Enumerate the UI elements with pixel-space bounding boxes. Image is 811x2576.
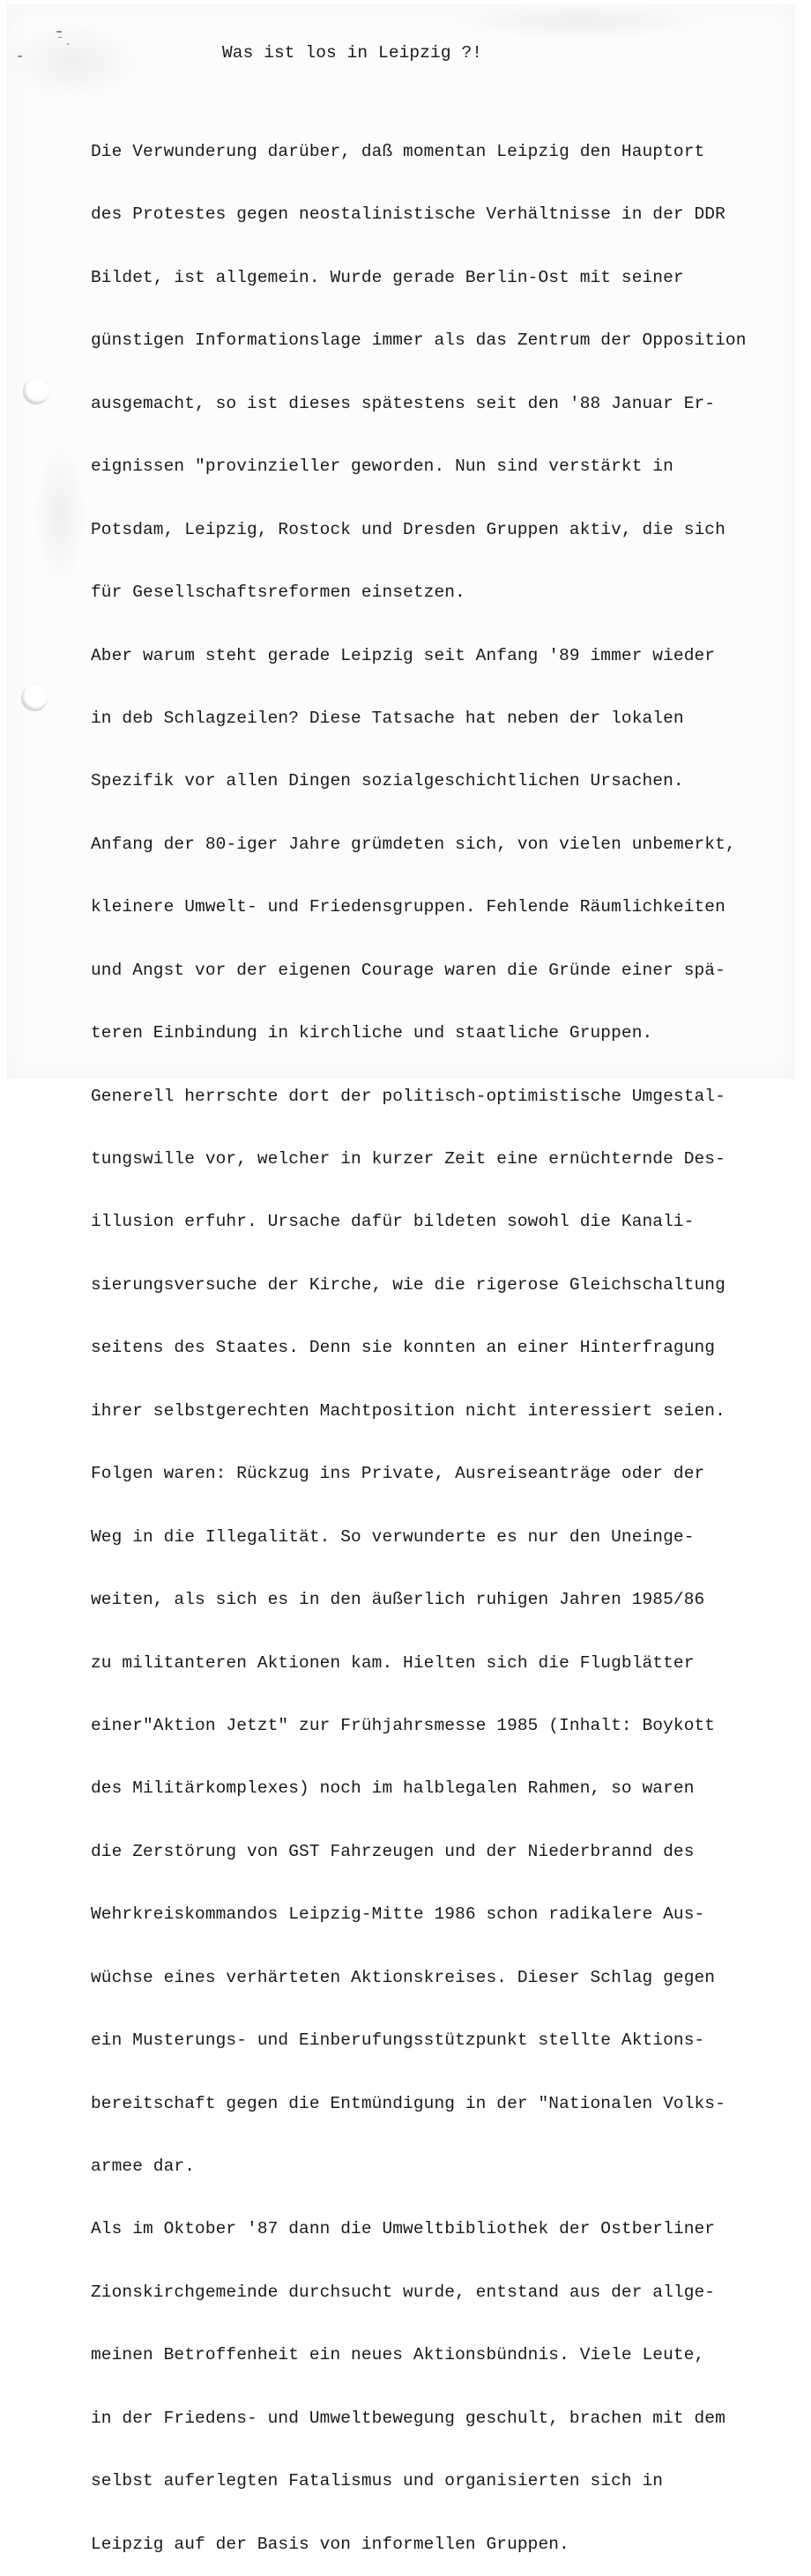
text-line: für Gesellschaftsreformen einsetzen.	[91, 583, 465, 603]
text-line: meinen Betroffenheit ein neues Aktionsbündnis. Viele Leute,	[91, 2345, 705, 2365]
text-line: seitens des Staates. Denn sie konnten an einer Hinterfragung	[91, 1338, 716, 1358]
text-line: Zionskirchgemeinde durchsucht wurde, entstand aus der allge-	[91, 2282, 716, 2302]
text-line: Als im Oktober '87 dann die Umweltbibliothek der Ostberliner	[91, 2219, 716, 2239]
text-line: Aber warum steht gerade Leipzig seit Anfang '89 immer wieder	[91, 645, 716, 665]
text-line: wüchse eines verhärteten Aktionskreises. Dieser Schlag gegen	[91, 1967, 716, 1987]
text-line: Wehrkreiskommandos Leipzig-Mitte 1986 schon radikalere Aus-	[91, 1904, 705, 1925]
text-line: des Protestes gegen neostalinistische Verhältnisse in der DDR	[91, 204, 725, 225]
text-line: in der Friedens- und Umweltbewegung geschult, brachen mit dem	[91, 2408, 725, 2428]
text-line: einer"Aktion Jetzt" zur Frühjahrsmesse 1985 (Inhalt: Boykott	[91, 1715, 716, 1735]
document-title: Was ist los in Leipzig ?!	[222, 43, 483, 63]
text-line: eignissen "provinzieller geworden. Nun sind verstärkt in	[91, 457, 673, 477]
text-line: ausgemacht, so ist dieses spätestens seit den '88 Januar Er-	[91, 393, 716, 413]
text-line: günstigen Informationslage immer als das Zentrum der Opposition	[91, 330, 747, 351]
text-line: Potsdam, Leipzig, Rostock und Dresden Gruppen aktiv, die sich	[91, 519, 725, 539]
text-line: in deb Schlagzeilen? Diese Tatsache hat neben der lokalen	[91, 708, 684, 728]
paper-smudge	[7, 22, 139, 101]
text-line: Leipzig auf der Basis von informellen Gruppen.	[91, 2534, 569, 2554]
text-line: Anfang der 80-iger Jahre grümdeten sich, von vielen unbemerkt,	[91, 834, 736, 854]
text-line: des Militärkomplexes) noch im halblegalen Rahmen, so waren	[91, 1778, 695, 1799]
text-line: Die Verwunderung darüber, daß momentan Leipzig den Hauptort	[91, 142, 705, 161]
text-line: Spezifik vor allen Dingen sozialgeschichtlichen Ursachen.	[91, 771, 684, 791]
punch-hole-upper	[23, 378, 49, 405]
text-line: bereitschaft gegen die Entmündigung in der "Nationalen Volks-	[91, 2093, 725, 2113]
document-body	[91, 101, 747, 2576]
text-line: und Angst vor der eigenen Courage waren die Gründe einer spä-	[91, 960, 725, 980]
text-line: teren Einbindung in kirchliche und staatliche Gruppen.	[91, 1023, 653, 1043]
text-line: illusion erfuhr. Ursache dafür bildeten sowohl die Kanali-	[91, 1212, 695, 1232]
text-line: Generell herrschte dort der politisch-optimistische Umgestal-	[91, 1086, 725, 1106]
text-line: armee dar.	[91, 2157, 196, 2176]
punch-hole-lower	[21, 685, 48, 711]
text-line: ein Musterungs- und Einberufungsstützpunkt stellte Aktions-	[91, 2030, 705, 2051]
text-line: ihrer selbstgerechten Machtposition nicht interessiert seien.	[91, 1400, 725, 1421]
text-line: Folgen waren: Rückzug ins Private, Ausreiseanträge oder der	[91, 1464, 705, 1484]
text-line: kleinere Umwelt- und Friedensgruppen. Fehlende Räumlichkeiten	[91, 897, 725, 917]
text-line: die Zerstörung von GST Fahrzeugen und der Niederbrannd des	[91, 1841, 695, 1861]
paper-smudge	[33, 445, 86, 586]
text-line: tungswille vor, welcher in kurzer Zeit eine ernüchternde Des-	[91, 1149, 725, 1169]
text-line: Bildet, ist allgemein. Wurde gerade Berlin-Ost mit seiner	[91, 267, 684, 287]
text-line: selbst auferlegten Fatalismus und organisierten sich in	[91, 2471, 664, 2491]
text-line: Weg in die Illegalität. So verwunderte es nur den Uneinge-	[91, 1526, 695, 1547]
text-line: zu militanteren Aktionen kam. Hielten sich die Flugblätter	[91, 1652, 695, 1673]
text-line: weiten, als sich es in den äußerlich ruhigen Jahren 1985/86	[91, 1590, 705, 1610]
paper-smudge	[448, 4, 712, 40]
text-line: sierungsversuche der Kirche, wie die rigerose Gleichschaltung	[91, 1274, 725, 1295]
